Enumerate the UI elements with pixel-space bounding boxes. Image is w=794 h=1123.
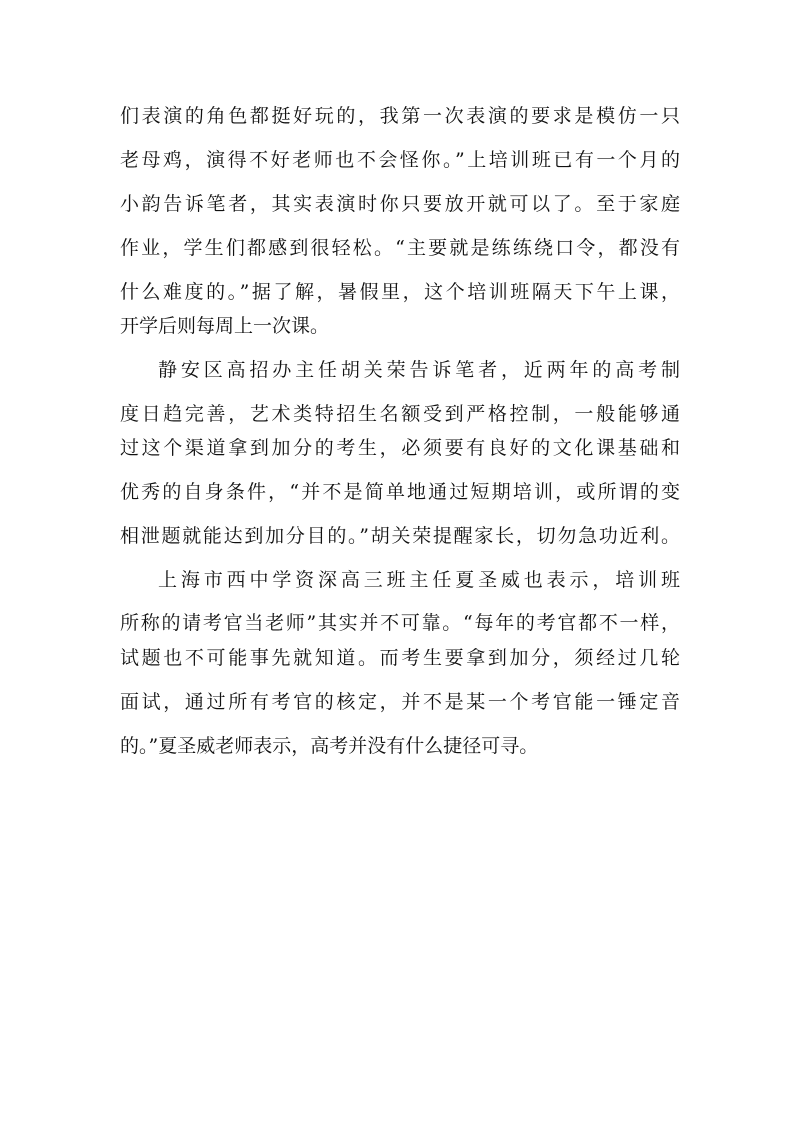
paragraph-1-line-5: 什么难度的。”据了解，暑假里，这个培训班隔天下午上课， <box>120 281 680 303</box>
paragraph-1-line-1: 们表演的角色都挺好玩的，我第一次表演的要求是模仿一只 <box>120 105 680 127</box>
paragraph-3-line-2: 所称的请考官当老师”其实并不可靠。“每年的考官都不一样， <box>120 612 680 634</box>
paragraph-1-line-3: 小韵告诉笔者，其实表演时你只要放开就可以了。至于家庭 <box>120 193 680 215</box>
paragraph-2-line-1: 静安区高招办主任胡关荣告诉笔者，近两年的高考制 <box>158 359 680 381</box>
paragraph-1-line-6: 开学后则每周上一次课。 <box>120 315 330 337</box>
paragraph-2-line-5: 相泄题就能达到加分目的。”胡关荣提醒家长，切勿急功近利。 <box>120 525 680 547</box>
paragraph-2-line-4: 优秀的自身条件，“并不是简单地通过短期培训，或所谓的变 <box>120 481 680 503</box>
paragraph-2-line-3: 过这个渠道拿到加分的考生，必须要有良好的文化课基础和 <box>120 437 680 459</box>
paragraph-3-line-4: 面试，通过所有考官的核定，并不是某一个考官能一锤定音 <box>120 691 680 713</box>
paragraph-3-line-5: 的。”夏圣威老师表示，高考并没有什么捷径可寻。 <box>120 735 539 757</box>
paragraph-1-line-2: 老母鸡，演得不好老师也不会怪你。”上培训班已有一个月的 <box>120 149 680 171</box>
paragraph-1-line-4: 作业，学生们都感到很轻松。“主要就是练练绕口令，都没有 <box>120 237 680 259</box>
paragraph-3-line-1: 上海市西中学资深高三班主任夏圣威也表示，培训班 <box>158 569 680 591</box>
paragraph-2-line-2: 度日趋完善，艺术类特招生名额受到严格控制，一般能够通 <box>120 403 680 425</box>
paragraph-3-line-3: 试题也不可能事先就知道。而考生要拿到加分，须经过几轮 <box>120 647 680 669</box>
